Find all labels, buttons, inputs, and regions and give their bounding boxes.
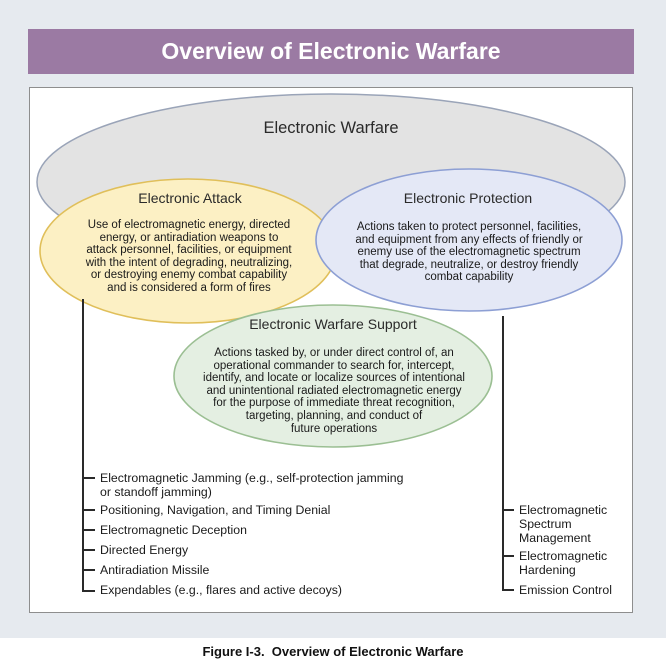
desc-line: for the purpose of immediate threat recognition,: [213, 397, 455, 410]
desc-line: Actions tasked by, or under direct control of, an: [214, 347, 454, 359]
desc-line: and equipment from any effects of friendly or: [355, 233, 583, 246]
electronic-protection-label: Electronic Protection: [403, 190, 533, 206]
list-line: Spectrum: [519, 517, 572, 531]
list-line: Expendables (e.g., flares and active decoys): [100, 583, 342, 597]
desc-line: and is considered a form of fires: [107, 281, 271, 294]
attack-list-item: [100, 523, 440, 537]
desc-line: or destroying enemy combat capability: [90, 269, 288, 282]
figure-caption: Figure I-3. Overview of Electronic Warfare: [202, 644, 464, 659]
list-line: Antiradiation Missile: [100, 563, 210, 577]
desc-line: Actions taken to protect personnel, facilities,: [356, 221, 582, 233]
desc-line: future operations: [290, 422, 378, 435]
list-line: Emission Control: [519, 583, 612, 597]
page-title: Overview of Electronic Warfare: [161, 38, 501, 64]
list-line: Electromagnetic: [519, 503, 608, 517]
electronic-protection-description: [336, 221, 602, 284]
desc-line: energy, or antiradiation weapons to: [99, 231, 279, 244]
attack-list-item: [100, 471, 440, 499]
desc-line: identify, and locate or localize sources of intentional: [203, 372, 465, 385]
list-line: Electromagnetic Jamming (e.g., self-protection jamming: [100, 471, 404, 485]
list-line: Directed Energy: [100, 543, 189, 557]
desc-line: operational commander to search for, intercept,: [213, 359, 455, 372]
electronic-warfare-support-description: [190, 347, 478, 435]
protection-list-item: [519, 549, 629, 577]
electronic-attack-label: Electronic Attack: [138, 190, 242, 206]
attack-list-item: [100, 543, 440, 557]
list-line: Positioning, Navigation, and Timing Denial: [100, 503, 331, 517]
attack-list-item: [100, 563, 440, 577]
attack-list-item: [100, 583, 440, 597]
list-line: Hardening: [519, 563, 576, 577]
desc-line: Use of electromagnetic energy, directed: [87, 219, 291, 231]
desc-line: targeting, planning, and conduct of: [245, 409, 423, 422]
list-line: Electromagnetic: [519, 549, 608, 563]
attack-list-item: [100, 503, 440, 517]
protection-list-item: [519, 583, 629, 597]
electronic-warfare-support-label: Electronic Warfare Support: [249, 316, 417, 332]
desc-line: attack personnel, facilities, or equipment: [86, 244, 292, 257]
desc-line: with the intent of degrading, neutralizing,: [85, 256, 293, 269]
protection-list-item: [519, 503, 629, 545]
desc-line: enemy use of the electromagnetic spectrum: [357, 246, 581, 259]
electronic-attack-description: [66, 219, 312, 295]
desc-line: combat capability: [424, 271, 514, 284]
list-line: Electromagnetic Deception: [100, 523, 247, 537]
list-line: Management: [519, 531, 591, 545]
list-line: or standoff jamming): [100, 485, 212, 499]
electronic-warfare-label: Electronic Warfare: [263, 119, 399, 137]
desc-line: and unintentional radiated electromagnetic energy: [206, 384, 462, 397]
desc-line: that degrade, neutralize, or destroy friendly: [359, 258, 579, 271]
